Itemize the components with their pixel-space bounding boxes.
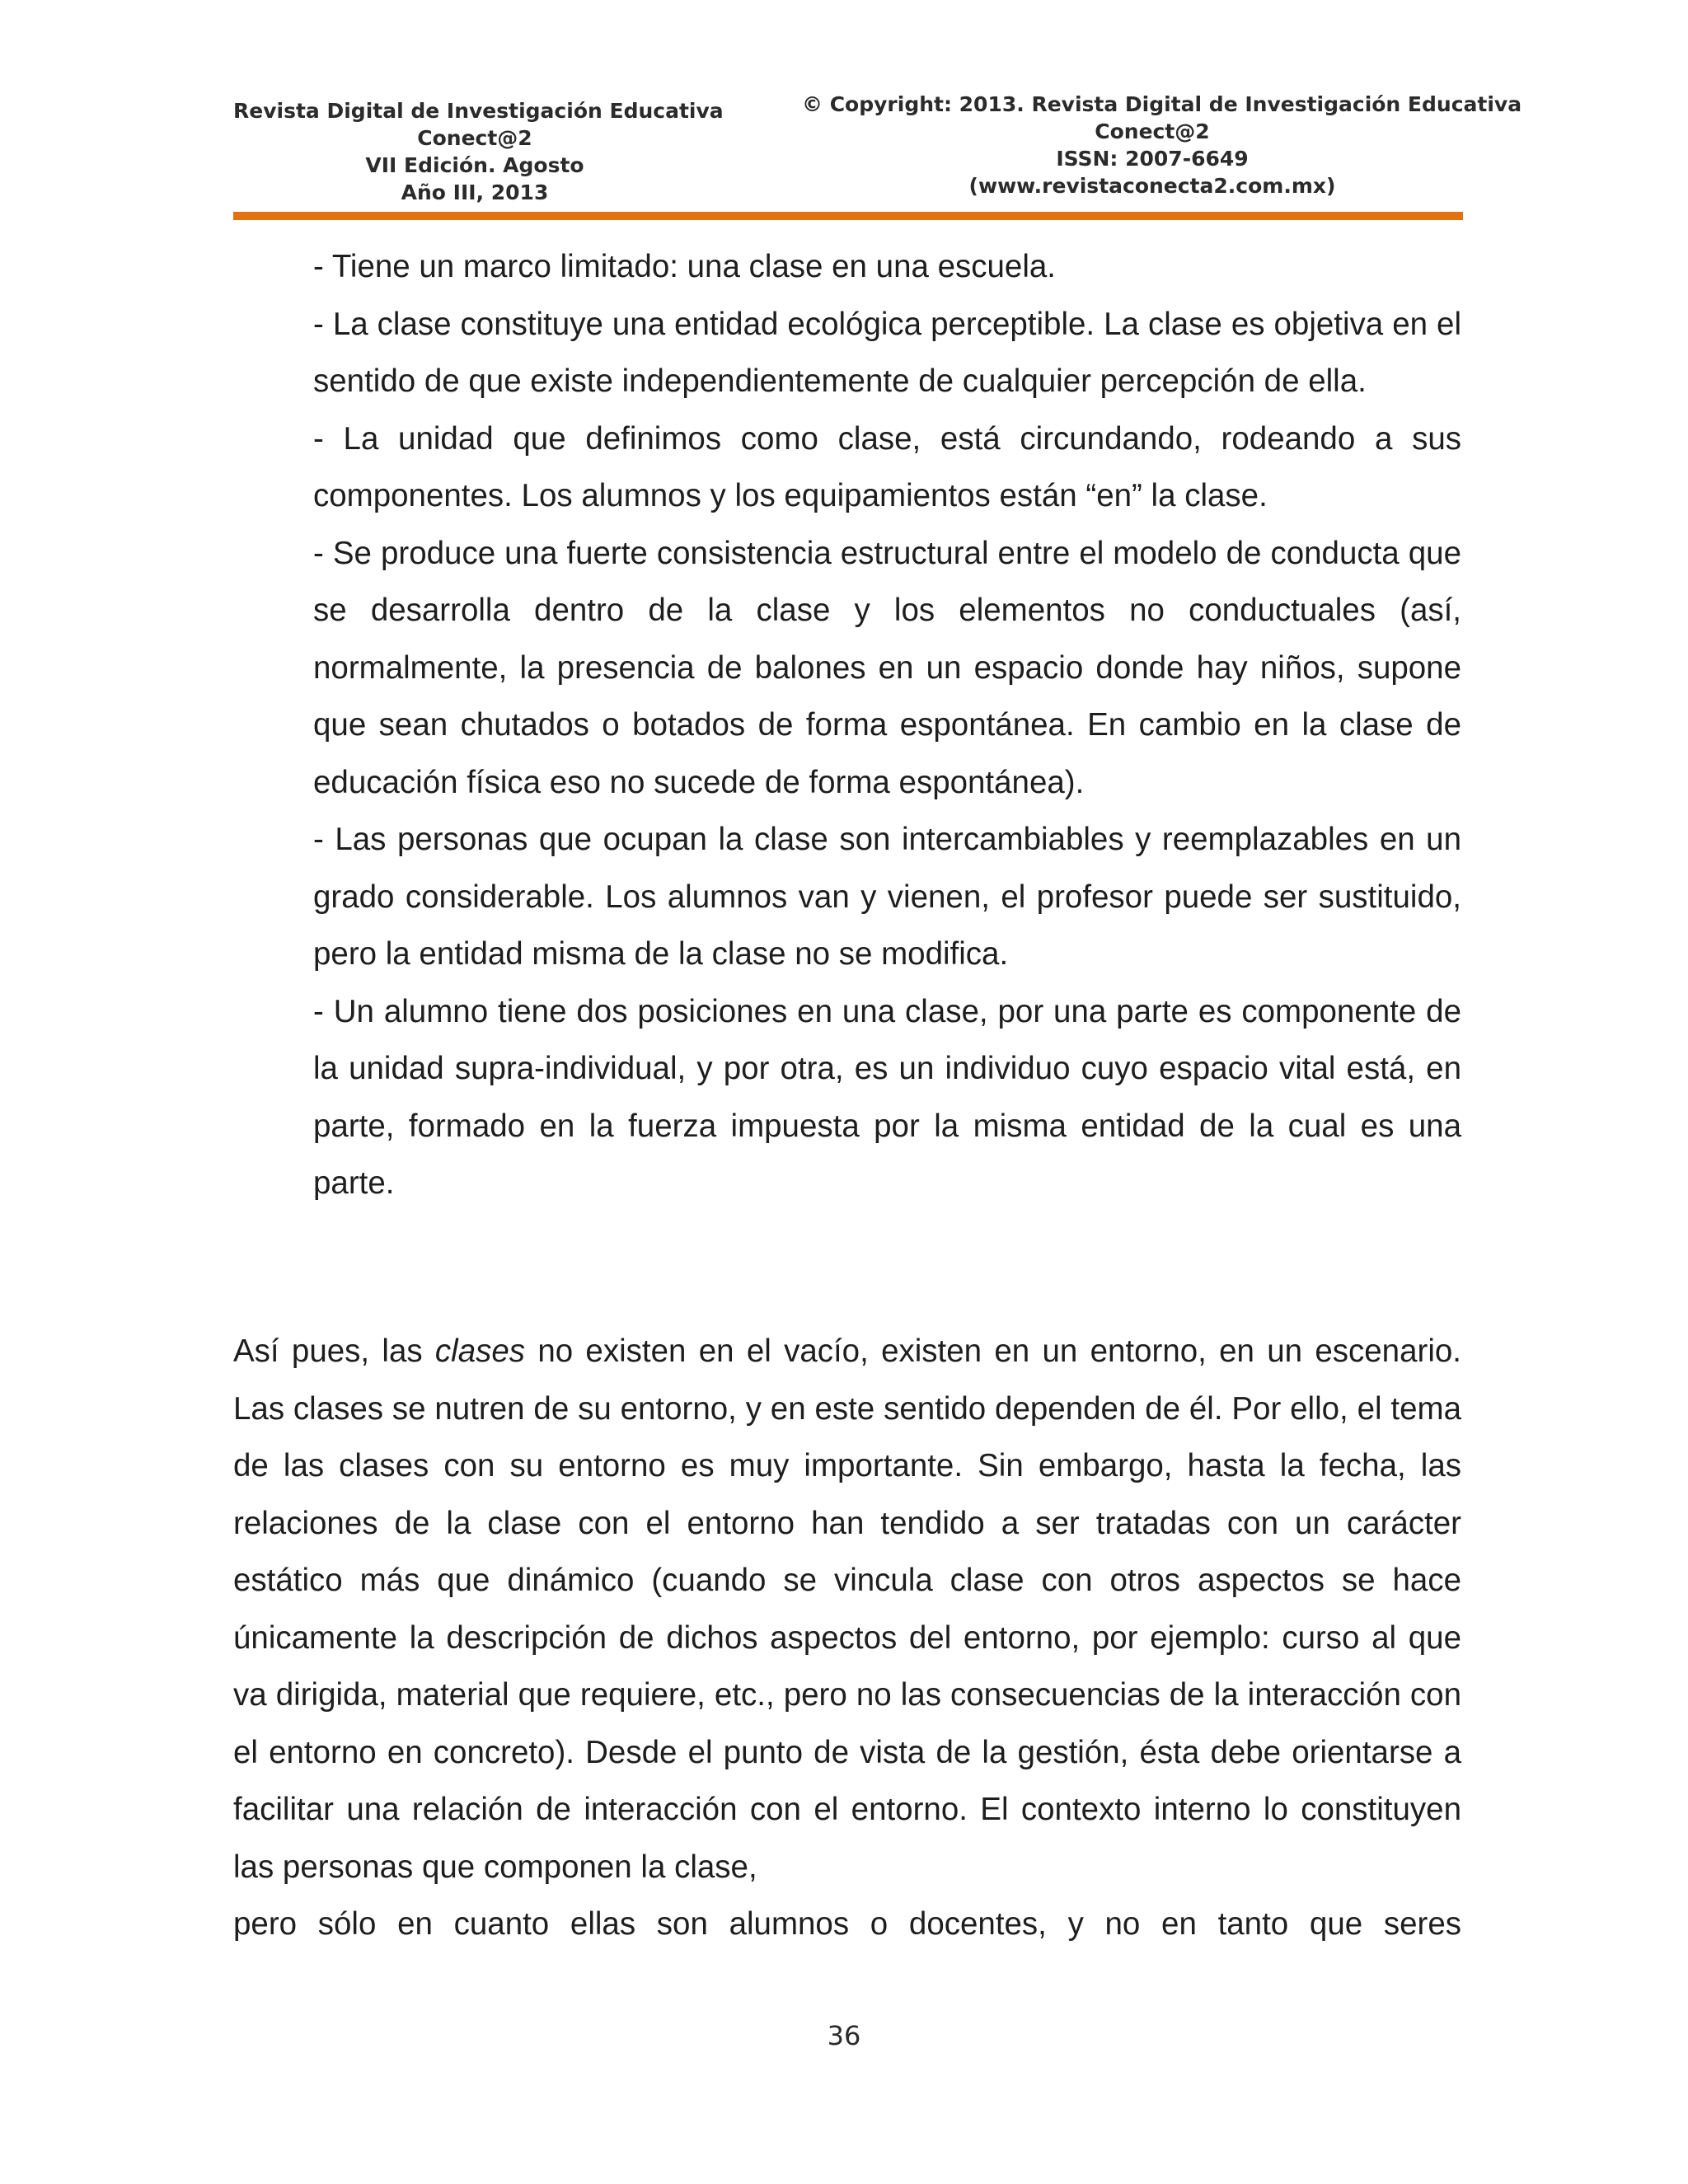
header-issn: ISSN: 2007-6649	[1056, 147, 1249, 171]
paragraph-last-line: pero sólo en cuanto ellas son alumnos o docentes, y no en tanto que seres	[233, 1906, 1461, 1942]
list-item: - Un alumno tiene dos posiciones en una clase, por una parte es componente de la unidad supra-individual, y por otra, es un individuo cuyo espacio vital está, en parte, formado en la fuerza impuesta por la misma entidad de la cual es una parte.	[313, 993, 1461, 1201]
list-item: - Tiene un marco limitado: una clase en una escuela.	[313, 249, 1056, 284]
page-number: 36	[827, 2020, 861, 2051]
header-edition: VII Edición. Agosto	[365, 153, 584, 177]
header-copyright-name: Conect@2	[1095, 120, 1210, 143]
paragraph-emphasis: clases	[434, 1333, 526, 1369]
header-copyright-info	[802, 91, 1522, 199]
header-copyright: © Copyright: 2013. Revista Digital de Investigación Educativa	[802, 92, 1522, 116]
paragraph-body: no existen en el vacío, existen en un entorno, en un escenario. Las clases se nutren de su entorno, y en este sentido dependen de él. Por ello, el tema de las clases con su entorno es muy importante. Sin embargo, hasta la fecha, las relaciones de la clase con el entorno han tendido a ser tratadas con un carácter estático más que dinámico (cuando se vincula clase con otros aspectos se hace únicamente la descripción de dichos aspectos del entorno, por ejemplo: curso al que va dirigida, material que requiere, etc., pero no las consecuencias de la interacción con el entorno en concreto). Desde el punto de vista de la gestión, ésta debe orientarse a facilitar una relación de interacción con el entorno. El contexto interno lo constituyen las personas que componen la clase,	[233, 1333, 1461, 1885]
header-journal-name: Conect@2	[417, 126, 532, 150]
paragraph-lead: Así pues, las	[233, 1333, 435, 1369]
body-paragraph	[233, 1323, 1461, 1953]
list-item: - La unidad que definimos como clase, está circundando, rodeando a sus componentes. Los alumnos y los equipamientos están “en” la clase.	[313, 420, 1461, 513]
list-item: - Las personas que ocupan la clase son intercambiables y reemplazables en un grado considerable. Los alumnos van y vienen, el profesor puede ser sustituido, pero la entidad misma de la clase no se modifica.	[313, 822, 1461, 972]
class-characteristics-list	[313, 238, 1461, 1212]
header-year: Año III, 2013	[401, 180, 549, 204]
header-divider	[233, 212, 1463, 220]
header-journal-info	[233, 97, 724, 206]
header-journal-title: Revista Digital de Investigación Educativa	[233, 99, 724, 123]
header-website: (www.revistaconecta2.com.mx)	[968, 174, 1336, 198]
list-item: - Se produce una fuerte consistencia estructural entre el modelo de conducta que se desarrolla dentro de la clase y los elementos no conductuales (así, normalmente, la presencia de balones en un espacio donde hay niños, supone que sean chutados o botados de forma espontánea. En cambio en la clase de educación física eso no sucede de forma espontánea).	[313, 535, 1461, 800]
list-item: - La clase constituye una entidad ecológica perceptible. La clase es objetiva en el sentido de que existe independientemente de cualquier percepción de ella.	[313, 306, 1461, 399]
